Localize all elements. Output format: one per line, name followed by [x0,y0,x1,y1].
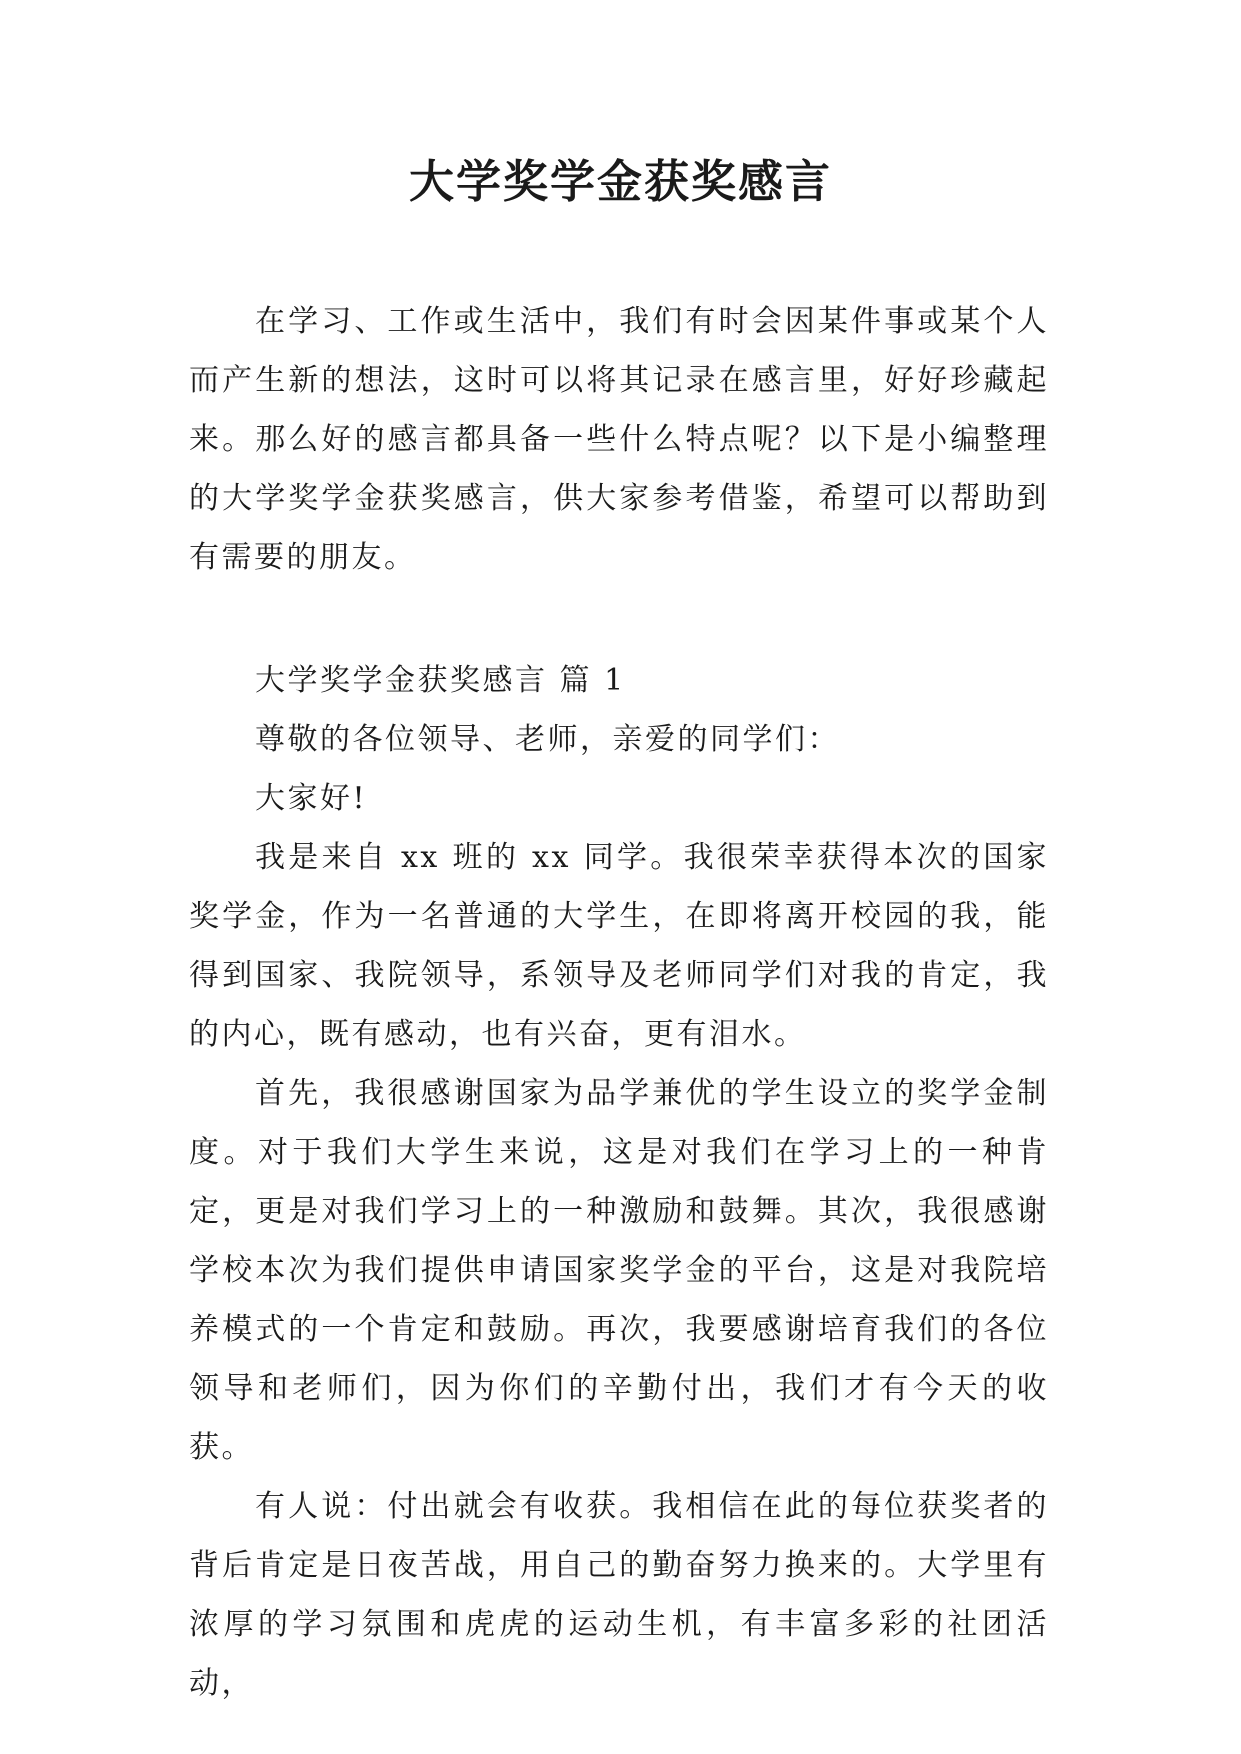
document-title: 大学奖学金获奖感言 [408,155,832,208]
intro-paragraph: 在学习、工作或生活中，我们有时会因某件事或某个人而产生新的想法，这时可以将其记录在感言里，好好珍藏起来。那么好的感言都具备一些什么特点呢？以下是小编整理的大学奖学金获奖感言，供大家参考借鉴，希望可以帮助到有需要的朋友。 [189,304,1049,575]
body-paragraph: 首先，我很感谢国家为品学兼优的学生设立的奖学金制度。对于我们大学生来说，这是对我们在学习上的一种肯定，更是对我们学习上的一种激励和鼓舞。其次，我很感谢学校本次为我们提供申请国家奖学金的平台，这是对我院培养模式的一个肯定和鼓励。再次，我要感谢培育我们的各位领导和老师们，因为你们的辛勤付出，我们才有今天的收获。 [189,1076,1049,1465]
section-heading: 大学奖学金获奖感言 篇 1 [255,663,626,698]
document-body [189,292,1049,1713]
body-paragraph: 有人说：付出就会有收获。我相信在此的每位获奖者的背后肯定是日夜苦战，用自己的勤奋努力换来的。大学里有浓厚的学习氛围和虎虎的运动生机，有丰富多彩的社团活动， [189,1489,1049,1701]
salutation: 尊敬的各位领导、老师，亲爱的同学们： [255,722,840,757]
greeting: 大家好! [255,781,368,816]
body-paragraph: 我是来自 xx 班的 xx 同学。我很荣幸获得本次的国家奖学金，作为一名普通的大学生，在即将离开校园的我，能得到国家、我院领导，系领导及老师同学们对我的肯定，我的内心，既有感动，也有兴奋，更有泪水。 [189,840,1049,1052]
